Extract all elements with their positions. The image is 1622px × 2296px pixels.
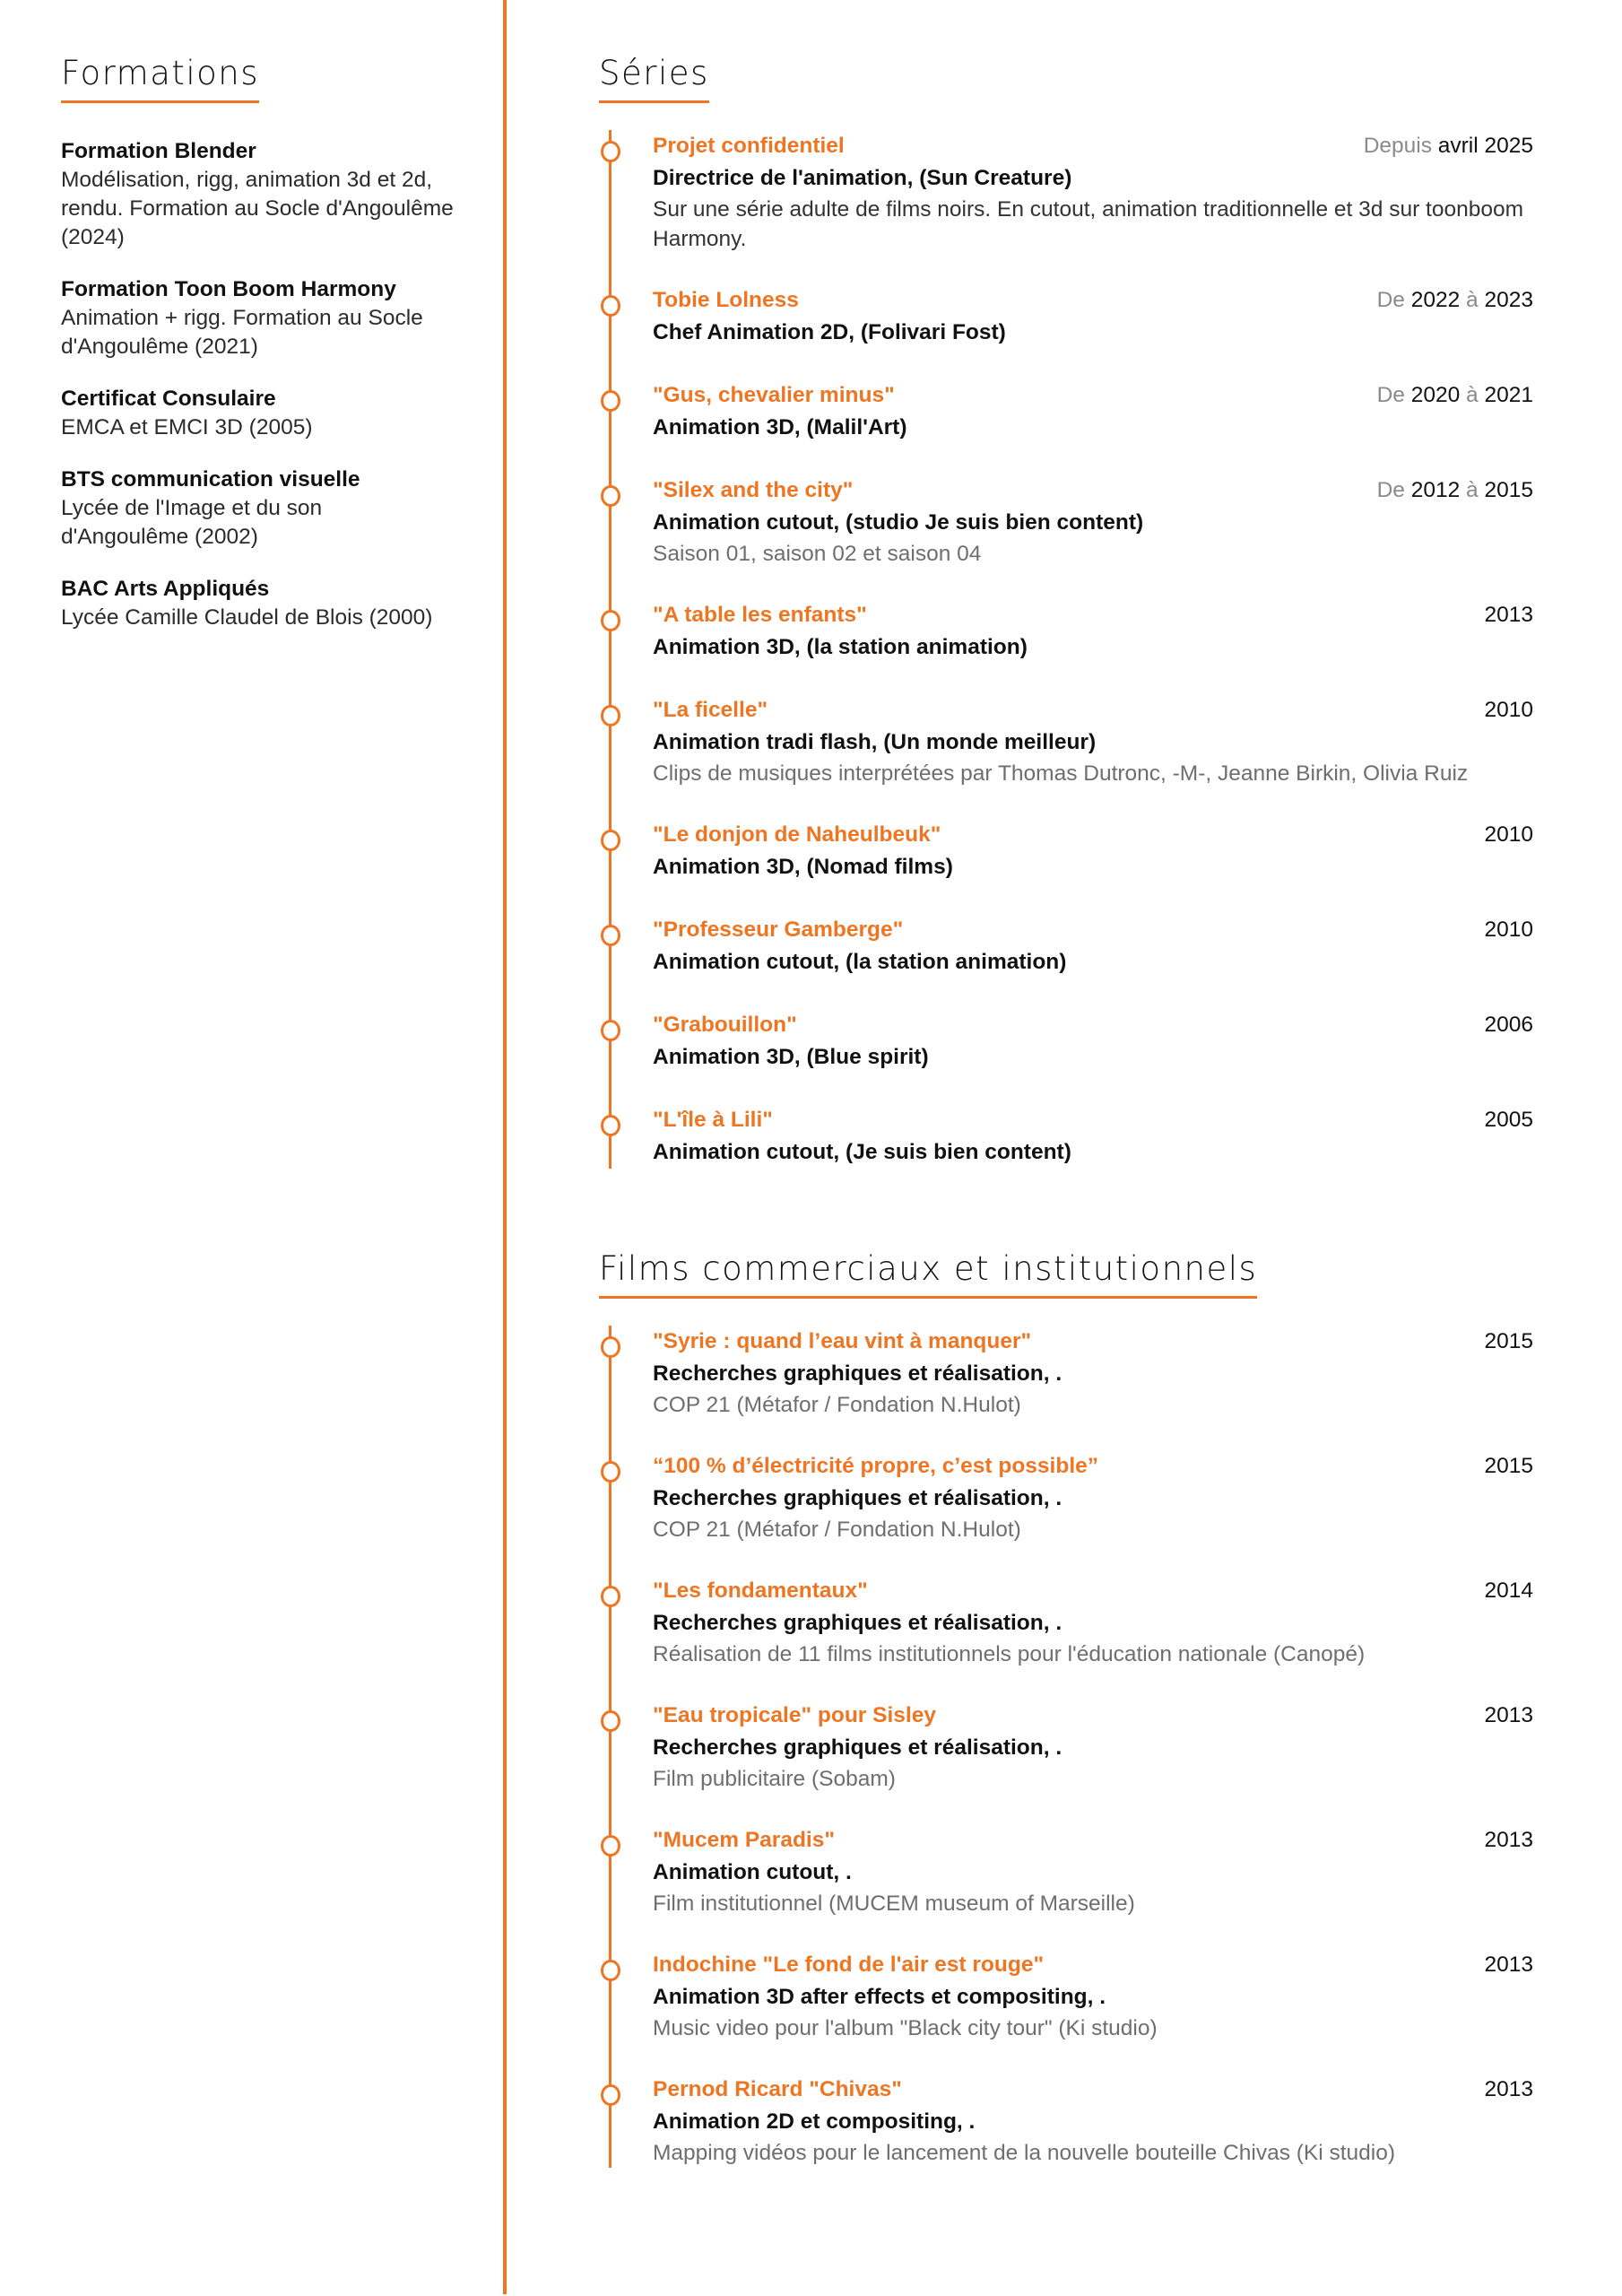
formation-item	[61, 575, 455, 632]
item-date	[1484, 1949, 1533, 1981]
date-start: 2014	[1484, 1578, 1533, 1603]
item-header	[653, 130, 1533, 162]
timeline-circle-icon	[601, 2084, 620, 2106]
timeline-item	[653, 284, 1533, 349]
timeline-item	[653, 130, 1533, 254]
timeline-item	[653, 1700, 1533, 1794]
series-heading: Séries	[599, 52, 709, 103]
date-start: 2013	[1484, 1703, 1533, 1727]
item-header	[653, 694, 1533, 726]
timeline-circle-icon	[601, 705, 620, 726]
item-date	[1377, 284, 1533, 317]
item-header	[653, 1009, 1533, 1041]
item-date	[1377, 379, 1533, 412]
item-role: Animation 3D, (Nomad films)	[653, 855, 953, 879]
date-start: 2022	[1410, 288, 1461, 312]
formation-item	[61, 275, 455, 361]
item-description: Film institutionnel (MUCEM museum of Marseille)	[653, 1892, 1135, 1916]
timeline-item	[653, 1949, 1533, 2043]
item-header	[653, 1700, 1533, 1732]
date-start: 2010	[1484, 822, 1533, 847]
formation-title: Formation Blender	[61, 139, 256, 163]
formation-title: Certificat Consulaire	[61, 387, 276, 411]
item-title: "Eau tropicale" pour Sisley	[653, 1703, 936, 1727]
date-start: 2013	[1484, 1828, 1533, 1852]
timeline-item	[653, 1009, 1533, 1074]
item-title: "Silex and the city"	[653, 478, 854, 502]
item-header	[653, 1104, 1533, 1136]
timeline-circle-icon	[601, 141, 620, 162]
item-role: Animation cutout, (studio Je suis bien content)	[653, 510, 1144, 535]
formation-item	[61, 385, 455, 442]
formation-title: BTS communication visuelle	[61, 467, 360, 491]
timeline-circle-icon	[601, 830, 620, 851]
formations-heading: Formations	[61, 52, 259, 103]
item-description: Film publicitaire (Sobam)	[653, 1767, 896, 1791]
date-start: 2013	[1484, 603, 1533, 627]
date-separator: à	[1466, 288, 1479, 312]
item-role: Chef Animation 2D, (Folivari Fost)	[653, 320, 1006, 344]
item-header	[653, 474, 1533, 507]
column-divider	[503, 0, 507, 2294]
films-heading: Films commerciaux et institutionnels	[599, 1248, 1257, 1299]
item-title: "Syrie : quand l’eau vint à manquer"	[653, 1329, 1032, 1353]
timeline-line	[609, 1326, 612, 2168]
date-start: 2015	[1484, 1329, 1533, 1353]
date-start: 2013	[1484, 2077, 1533, 2101]
date-start: 2010	[1484, 698, 1533, 722]
timeline-circle-icon	[601, 295, 620, 317]
item-date	[1484, 914, 1533, 946]
formation-item	[61, 465, 455, 552]
films-timeline	[599, 1326, 1533, 2168]
timeline-circle-icon	[601, 1020, 620, 1041]
date-end: 2015	[1484, 478, 1533, 502]
item-title: "Les fondamentaux"	[653, 1578, 868, 1603]
timeline-item	[653, 2074, 1533, 2168]
date-separator: à	[1466, 478, 1479, 502]
item-header	[653, 599, 1533, 631]
item-header	[653, 2074, 1533, 2106]
item-date	[1484, 1575, 1533, 1607]
left-column	[61, 52, 455, 656]
item-title: "Mucem Paradis"	[653, 1828, 835, 1852]
formation-title: Formation Toon Boom Harmony	[61, 277, 396, 301]
item-header	[653, 1824, 1533, 1857]
item-title: "La ficelle"	[653, 698, 768, 722]
item-role: Animation cutout, (Je suis bien content)	[653, 1140, 1071, 1164]
timeline-circle-icon	[601, 1586, 620, 1607]
right-column	[599, 52, 1533, 2189]
item-role: Animation 3D, (la station animation)	[653, 635, 1028, 659]
item-description: COP 21 (Métafor / Fondation N.Hulot)	[653, 1518, 1021, 1542]
item-date	[1484, 599, 1533, 631]
item-description: COP 21 (Métafor / Fondation N.Hulot)	[653, 1393, 1021, 1417]
item-title: "A table les enfants"	[653, 603, 867, 627]
item-header	[653, 1326, 1533, 1358]
date-start: 2005	[1484, 1108, 1533, 1132]
item-header	[653, 819, 1533, 851]
item-title: Tobie Lolness	[653, 288, 799, 312]
item-title: "L'île à Lili"	[653, 1108, 773, 1132]
item-title: “100 % d’électricité propre, c’est possible”	[653, 1454, 1098, 1478]
item-date	[1484, 1700, 1533, 1732]
item-description: Réalisation de 11 films institutionnels pour l'éducation nationale (Canopé)	[653, 1642, 1366, 1666]
item-title: "Professeur Gamberge"	[653, 918, 904, 942]
timeline-circle-icon	[601, 1835, 620, 1857]
timeline-item	[653, 379, 1533, 444]
item-role: Animation cutout, (la station animation)	[653, 950, 1067, 974]
item-role: Directrice de l'animation, (Sun Creature)	[653, 166, 1072, 190]
item-role: Animation 2D et compositing, .	[653, 2109, 976, 2134]
item-date	[1484, 1009, 1533, 1041]
item-role: Animation 3D, (Blue spirit)	[653, 1045, 929, 1069]
date-end: 2021	[1484, 383, 1533, 407]
item-date	[1484, 1326, 1533, 1358]
timeline-item	[653, 819, 1533, 883]
item-date	[1484, 694, 1533, 726]
item-title: Pernod Ricard "Chivas"	[653, 2077, 902, 2101]
item-description: Mapping vidéos pour le lancement de la nouvelle bouteille Chivas (Ki studio)	[653, 2141, 1396, 2165]
formation-desc: EMCA et EMCI 3D (2005)	[61, 415, 313, 439]
formations-list	[61, 137, 455, 632]
item-date	[1484, 2074, 1533, 2106]
item-header	[653, 914, 1533, 946]
item-title: "Gus, chevalier minus"	[653, 383, 895, 407]
timeline-item	[653, 474, 1533, 569]
item-header	[653, 1450, 1533, 1483]
item-description: Sur une série adulte de films noirs. En cutout, animation traditionnelle et 3d sur toonboom Harmony.	[653, 197, 1524, 251]
item-role: Recherches graphiques et réalisation, .	[653, 1361, 1063, 1386]
date-end: 2023	[1484, 288, 1533, 312]
date-start: 2015	[1484, 1454, 1533, 1478]
item-description: Saison 01, saison 02 et saison 04	[653, 542, 982, 566]
date-start: 2020	[1410, 383, 1461, 407]
item-description: Music video pour l'album "Black city tour" (Ki studio)	[653, 2016, 1158, 2040]
formation-item	[61, 137, 455, 252]
date-start: 2006	[1484, 1013, 1533, 1037]
timeline-circle-icon	[601, 1336, 620, 1358]
timeline-circle-icon	[601, 1115, 620, 1136]
item-date	[1484, 1450, 1533, 1483]
timeline-line	[609, 130, 612, 1169]
timeline-circle-icon	[601, 390, 620, 412]
item-date	[1364, 130, 1533, 162]
date-start: 2010	[1484, 918, 1533, 942]
item-role: Recherches graphiques et réalisation, .	[653, 1486, 1063, 1510]
timeline-circle-icon	[601, 610, 620, 631]
timeline-circle-icon	[601, 925, 620, 946]
date-prefix: De	[1376, 383, 1405, 407]
item-date	[1377, 474, 1533, 507]
date-start: 2013	[1484, 1952, 1533, 1977]
timeline-item	[653, 1104, 1533, 1169]
item-title: Projet confidentiel	[653, 134, 845, 158]
date-prefix: De	[1376, 288, 1405, 312]
series-section	[599, 52, 1533, 1169]
formation-desc: Modélisation, rigg, animation 3d et 2d, rendu. Formation au Socle d'Angoulême (2024)	[61, 168, 454, 249]
formation-title: BAC Arts Appliqués	[61, 577, 270, 601]
date-start: avril 2025	[1437, 134, 1533, 158]
item-role: Recherches graphiques et réalisation, .	[653, 1735, 1063, 1760]
timeline-item	[653, 914, 1533, 978]
item-date	[1484, 1104, 1533, 1136]
series-timeline	[599, 130, 1533, 1169]
item-header	[653, 379, 1533, 412]
item-role: Recherches graphiques et réalisation, .	[653, 1611, 1063, 1635]
item-title: "Grabouillon"	[653, 1013, 797, 1037]
date-start: 2012	[1410, 478, 1461, 502]
timeline-item	[653, 1450, 1533, 1544]
item-date	[1484, 819, 1533, 851]
item-header	[653, 284, 1533, 317]
timeline-item	[653, 599, 1533, 664]
timeline-circle-icon	[601, 1461, 620, 1483]
item-role: Animation cutout, .	[653, 1860, 852, 1884]
films-section	[599, 1248, 1533, 2168]
item-role: Animation 3D after effects et compositing, .	[653, 1985, 1106, 2009]
item-header	[653, 1575, 1533, 1607]
timeline-item	[653, 694, 1533, 788]
formation-desc: Animation + rigg. Formation au Socle d'Angoulême (2021)	[61, 306, 423, 359]
timeline-item	[653, 1326, 1533, 1420]
item-description: Clips de musiques interprétées par Thomas Dutronc, -M-, Jeanne Birkin, Olivia Ruiz	[653, 761, 1469, 786]
item-header	[653, 1949, 1533, 1981]
item-title: "Le donjon de Naheulbeuk"	[653, 822, 941, 847]
date-separator: à	[1466, 383, 1479, 407]
date-prefix: Depuis	[1363, 134, 1432, 158]
timeline-circle-icon	[601, 1710, 620, 1732]
timeline-circle-icon	[601, 1960, 620, 1981]
timeline-item	[653, 1575, 1533, 1669]
item-date	[1484, 1824, 1533, 1857]
formation-desc: Lycée de l'Image et du son d'Angoulême (2002)	[61, 496, 323, 549]
formation-desc: Lycée Camille Claudel de Blois (2000)	[61, 605, 433, 630]
timeline-circle-icon	[601, 485, 620, 507]
date-prefix: De	[1376, 478, 1405, 502]
timeline-item	[653, 1824, 1533, 1918]
item-role: Animation tradi flash, (Un monde meilleur)	[653, 730, 1097, 754]
item-title: Indochine "Le fond de l'air est rouge"	[653, 1952, 1045, 1977]
item-role: Animation 3D, (Malil'Art)	[653, 415, 907, 439]
